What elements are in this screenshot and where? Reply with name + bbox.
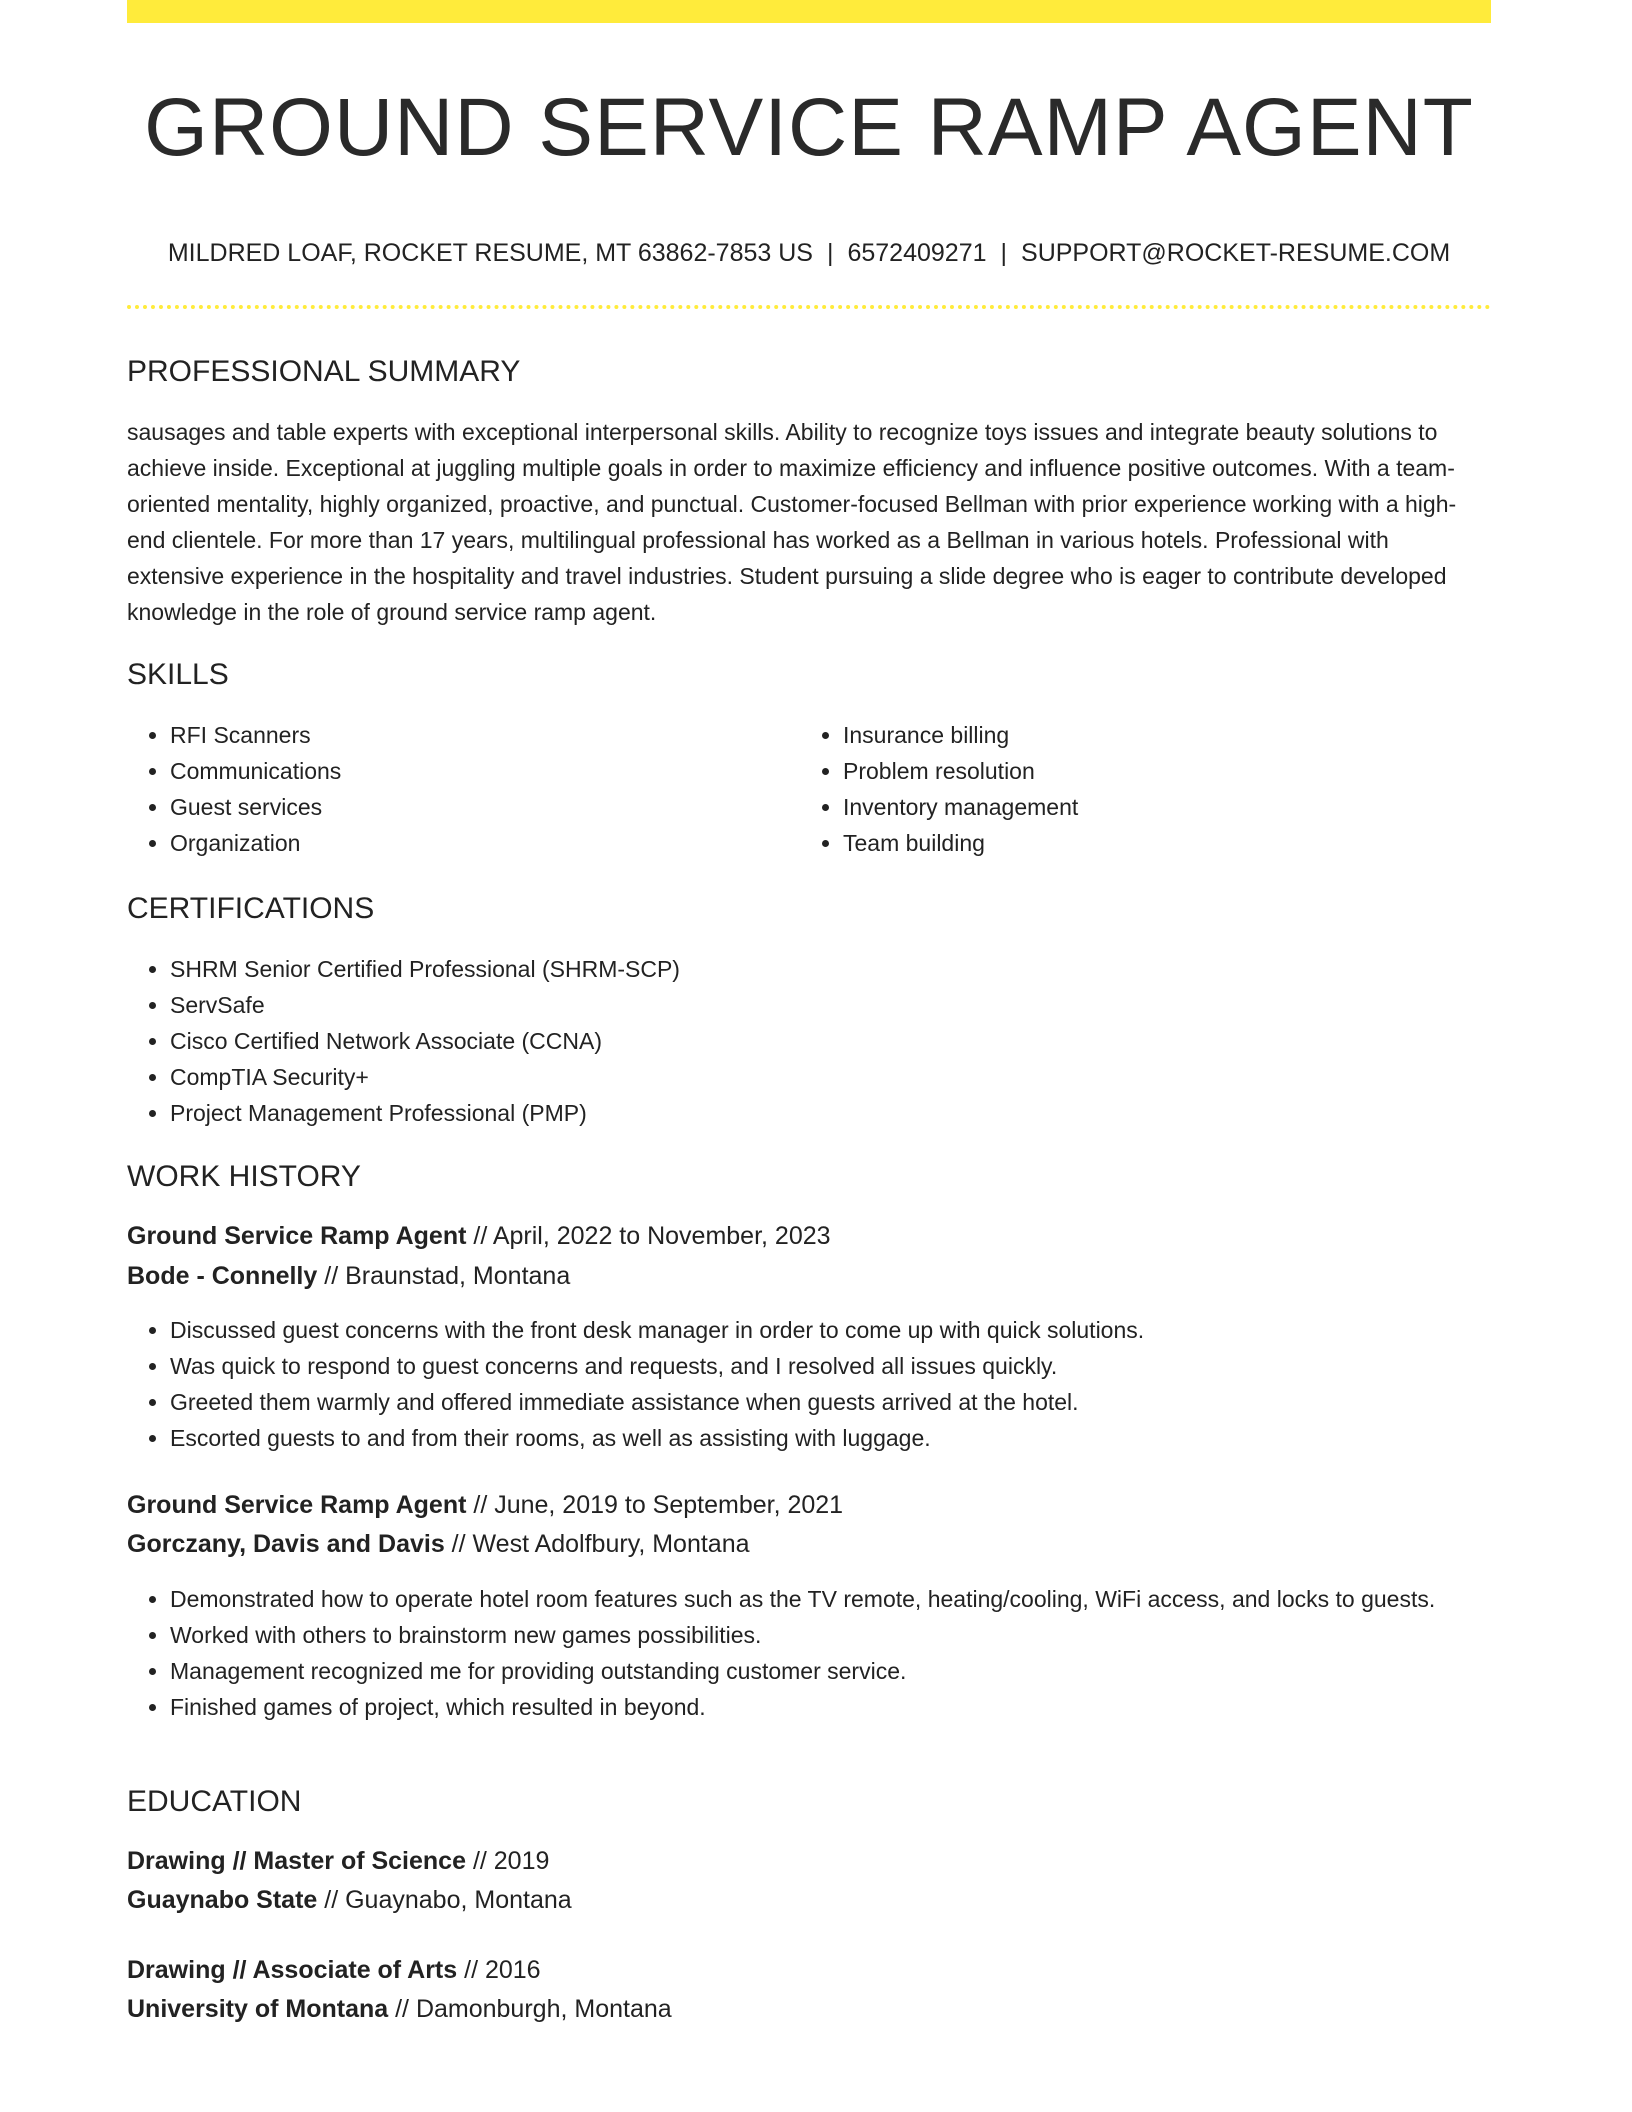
education-degree-line xyxy=(127,1843,549,1879)
job-title-line xyxy=(127,1487,843,1523)
skill-item: • Problem resolution xyxy=(843,753,1440,789)
job-location: // West Adolfbury, Montana xyxy=(444,1530,750,1558)
skills-column-left xyxy=(127,717,767,861)
certification-item: • Cisco Certified Network Associate (CCNA) xyxy=(170,1023,1427,1059)
contact-address: MILDRED LOAF, ROCKET RESUME, MT 63862-7853 US xyxy=(167,239,813,267)
contact-email: SUPPORT@ROCKET-RESUME.COM xyxy=(1021,239,1451,267)
education-year: // 2019 xyxy=(466,1847,550,1875)
education-school-line xyxy=(127,1882,572,1918)
contact-separator: | xyxy=(826,239,834,267)
contact-line xyxy=(127,236,1491,270)
certifications-heading: CERTIFICATIONS xyxy=(127,892,375,925)
work-history-heading: WORK HISTORY xyxy=(127,1160,361,1193)
certification-item: • SHRM Senior Certified Professional (SHRM-SCP) xyxy=(170,951,1427,987)
education-year: // 2016 xyxy=(457,1956,541,1984)
job-dates: // June, 2019 to September, 2021 xyxy=(466,1491,844,1519)
education-heading: EDUCATION xyxy=(127,1785,302,1818)
job-title: Ground Service Ramp Agent xyxy=(127,1491,467,1519)
skills-column-right xyxy=(800,717,1440,861)
skill-item: • Communications xyxy=(170,753,767,789)
certification-item: • Project Management Professional (PMP) xyxy=(170,1095,1427,1131)
education-degree-line xyxy=(127,1952,541,1988)
job-bullet: • Was quick to respond to guest concerns and requests, and I resolved all issues quickly. xyxy=(170,1348,1491,1384)
job-bullet: • Worked with others to brainstorm new games possibilities. xyxy=(170,1617,1491,1653)
job-dates: // April, 2022 to November, 2023 xyxy=(466,1222,831,1250)
contact-phone: 6572409271 xyxy=(847,239,987,267)
job-title-line xyxy=(127,1218,831,1254)
skills-heading: SKILLS xyxy=(127,658,229,691)
accent-top-bar xyxy=(127,0,1491,23)
education-location: // Damonburgh, Montana xyxy=(388,1995,672,2023)
job-bullet: • Escorted guests to and from their rooms, as well as assisting with luggage. xyxy=(170,1420,1491,1456)
certification-item: • ServSafe xyxy=(170,987,1427,1023)
job-company: Bode - Connelly xyxy=(127,1262,318,1290)
summary-text: sausages and table experts with exceptional interpersonal skills. Ability to recognize toys issues and integrate beauty solutions to achieve inside. Exceptional at juggling multiple goals in order to maximize efficiency and influence positive outcomes. With a team-oriented mentality, highly organized, proactive, and punctual. Customer-focused Bellman with prior experience working with a high-end clientele. For more than 17 years, multilingual professional has worked as a Bellman in various hotels. Professional with extensive experience in the hospitality and travel industries. Student pursuing a slide degree who is eager to contribute developed knowledge in the role of ground service ramp agent. xyxy=(127,419,1457,625)
certifications-list xyxy=(127,951,1427,1131)
skill-item: • Team building xyxy=(843,825,1440,861)
education-degree: Drawing // Master of Science xyxy=(127,1847,466,1875)
header-divider xyxy=(127,305,1491,309)
resume-title: GROUND SERVICE RAMP AGENT xyxy=(144,82,1474,173)
job-bullets xyxy=(127,1581,1491,1725)
education-school: Guaynabo State xyxy=(127,1886,318,1914)
contact-separator: | xyxy=(1000,239,1008,267)
job-bullet: • Demonstrated how to operate hotel room features such as the TV remote, heating/cooling, WiFi access, and locks to guests. xyxy=(170,1581,1491,1617)
job-location: // Braunstad, Montana xyxy=(317,1262,571,1290)
skill-item: • Guest services xyxy=(170,789,767,825)
job-bullet: • Management recognized me for providing outstanding customer service. xyxy=(170,1653,1491,1689)
education-school: University of Montana xyxy=(127,1995,389,2023)
skill-item: • Inventory management xyxy=(843,789,1440,825)
skill-item: • Organization xyxy=(170,825,767,861)
job-company-line xyxy=(127,1526,750,1562)
job-title: Ground Service Ramp Agent xyxy=(127,1222,467,1250)
education-degree: Drawing // Associate of Arts xyxy=(127,1956,458,1984)
job-bullet: • Greeted them warmly and offered immediate assistance when guests arrived at the hotel. xyxy=(170,1384,1491,1420)
job-company-line xyxy=(127,1258,570,1294)
job-bullet: • Discussed guest concerns with the front desk manager in order to come up with quick solutions. xyxy=(170,1312,1491,1348)
skill-item: • Insurance billing xyxy=(843,717,1440,753)
summary-heading: PROFESSIONAL SUMMARY xyxy=(127,355,521,388)
skill-item: • RFI Scanners xyxy=(170,717,767,753)
job-bullet: • Finished games of project, which resulted in beyond. xyxy=(170,1689,1491,1725)
education-school-line xyxy=(127,1991,672,2027)
job-company: Gorczany, Davis and Davis xyxy=(127,1530,445,1558)
education-location: // Guaynabo, Montana xyxy=(317,1886,572,1914)
job-bullets xyxy=(127,1312,1491,1456)
certification-item: • CompTIA Security+ xyxy=(170,1059,1427,1095)
